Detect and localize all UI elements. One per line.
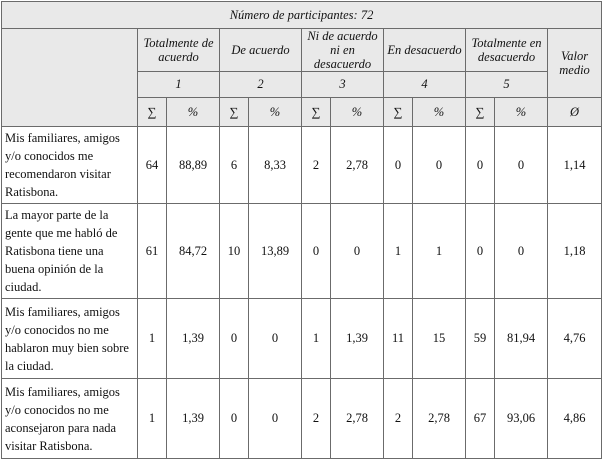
col-number-1: 1 (138, 72, 220, 98)
table-row (2, 204, 602, 299)
sum-symbol: ∑ (138, 98, 167, 127)
table-title: Número de participantes: 72 (2, 2, 602, 29)
survey-table (1, 1, 602, 459)
statement-cell: Mis familiares, amigos y/o conocidos me recomendaron visitar Ratisbona. (2, 127, 138, 204)
col-header-4: En desacuerdo (384, 29, 466, 72)
value-cell: 88,89 (167, 127, 220, 204)
mean-header: Valor medio (548, 29, 602, 98)
value-cell: 2,78 (413, 379, 466, 459)
percent-symbol: % (167, 98, 220, 127)
value-cell: 0 (466, 127, 495, 204)
value-cell: 59 (466, 299, 495, 379)
value-cell: 61 (138, 204, 167, 299)
mean-cell: 1,18 (548, 204, 602, 299)
value-cell: 6 (220, 127, 249, 204)
percent-symbol: % (413, 98, 466, 127)
table-row (2, 379, 602, 459)
value-cell: 2 (302, 379, 331, 459)
value-cell: 1 (384, 204, 413, 299)
percent-symbol: % (495, 98, 548, 127)
col-number-5: 5 (466, 72, 548, 98)
value-cell: 0 (495, 204, 548, 299)
col-number-2: 2 (220, 72, 302, 98)
table-row (2, 299, 602, 379)
value-cell: 0 (249, 299, 302, 379)
sum-symbol: ∑ (220, 98, 249, 127)
value-cell: 0 (495, 127, 548, 204)
statement-header (2, 29, 138, 127)
value-cell: 1 (138, 299, 167, 379)
value-cell: 1,39 (167, 299, 220, 379)
value-cell: 64 (138, 127, 167, 204)
value-cell: 1 (413, 204, 466, 299)
statement-cell: La mayor parte de la gente que me habló de Ratisbona tiene una buena opinión de la ciudad. (2, 204, 138, 299)
mean-cell: 4,86 (548, 379, 602, 459)
value-cell: 67 (466, 379, 495, 459)
value-cell: 2,78 (331, 379, 384, 459)
value-cell: 1 (302, 299, 331, 379)
value-cell: 0 (466, 204, 495, 299)
value-cell: 0 (384, 127, 413, 204)
col-number-3: 3 (302, 72, 384, 98)
value-cell: 2 (384, 379, 413, 459)
statement-cell: Mis familiares, amigos y/o conocidos no me hablaron muy bien sobre la ciudad. (2, 299, 138, 379)
col-header-5: Totalmente en desacuerdo (466, 29, 548, 72)
value-cell: 1,39 (167, 379, 220, 459)
table-row (2, 127, 602, 204)
value-cell: 10 (220, 204, 249, 299)
value-cell: 0 (249, 379, 302, 459)
col-header-3: Ni de acuerdo ni en desacuerdo (302, 29, 384, 72)
value-cell: 8,33 (249, 127, 302, 204)
value-cell: 1 (138, 379, 167, 459)
value-cell: 2,78 (331, 127, 384, 204)
value-cell: 81,94 (495, 299, 548, 379)
value-cell: 13,89 (249, 204, 302, 299)
value-cell: 0 (413, 127, 466, 204)
statement-cell: Mis familiares, amigos y/o conocidos no me aconsejaron para nada visitar Ratisbona. (2, 379, 138, 459)
value-cell: 11 (384, 299, 413, 379)
mean-symbol: Ø (548, 98, 602, 127)
sum-symbol: ∑ (302, 98, 331, 127)
col-header-2: De acuerdo (220, 29, 302, 72)
percent-symbol: % (331, 98, 384, 127)
value-cell: 1,39 (331, 299, 384, 379)
mean-cell: 1,14 (548, 127, 602, 204)
sum-symbol: ∑ (384, 98, 413, 127)
value-cell: 0 (220, 379, 249, 459)
value-cell: 15 (413, 299, 466, 379)
percent-symbol: % (249, 98, 302, 127)
value-cell: 0 (220, 299, 249, 379)
mean-cell: 4,76 (548, 299, 602, 379)
col-header-1: Totalmente de acuerdo (138, 29, 220, 72)
value-cell: 93,06 (495, 379, 548, 459)
value-cell: 84,72 (167, 204, 220, 299)
sum-symbol: ∑ (466, 98, 495, 127)
value-cell: 0 (331, 204, 384, 299)
value-cell: 0 (302, 204, 331, 299)
value-cell: 2 (302, 127, 331, 204)
col-number-4: 4 (384, 72, 466, 98)
